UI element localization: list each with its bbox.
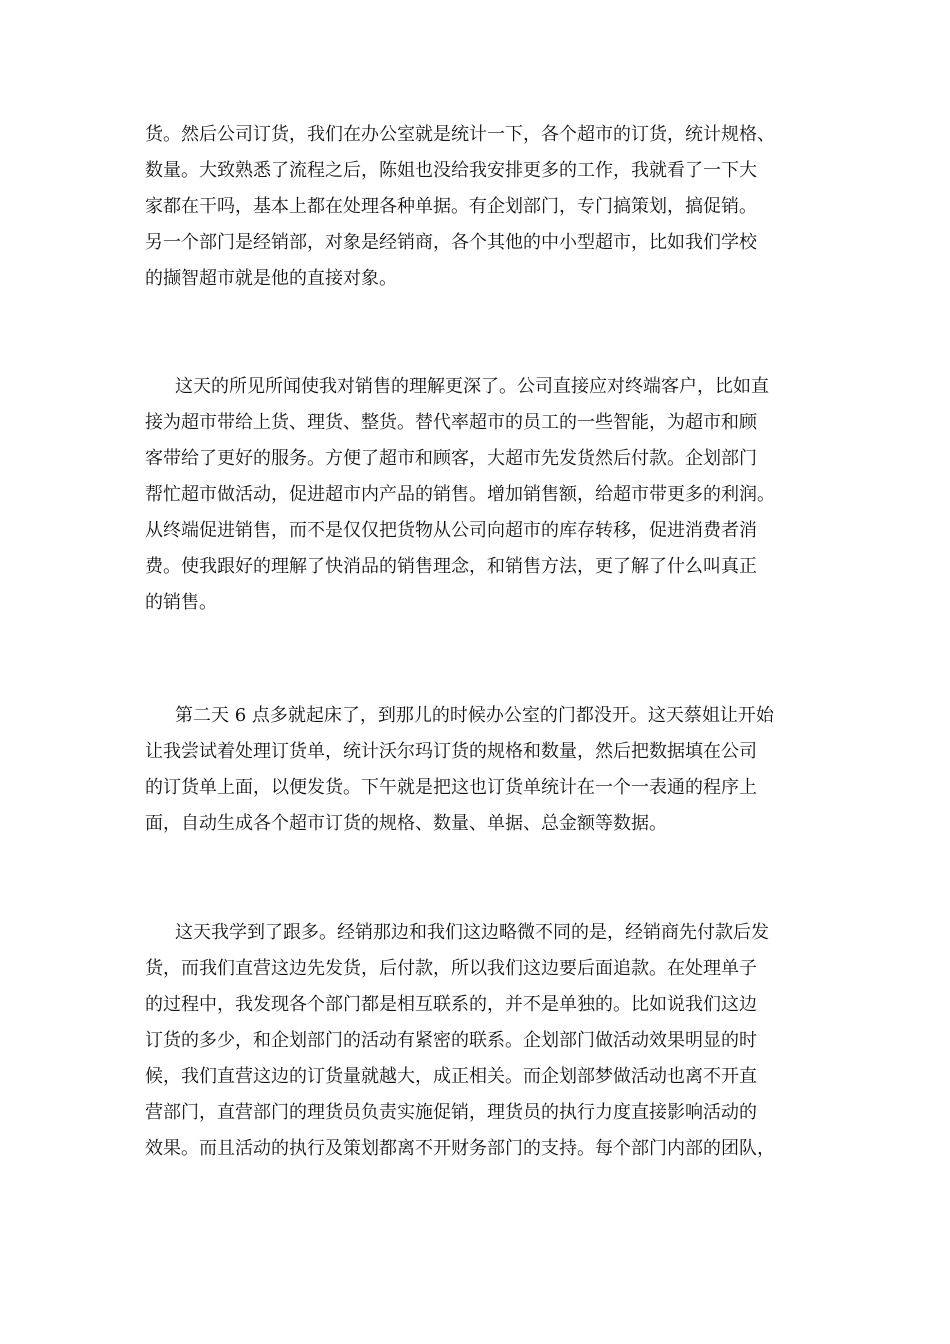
paragraph-line: 的销售。 [145, 592, 217, 613]
paragraph-line: 数量。大致熟悉了流程之后，陈姐也没给我安排更多的工作，我就看了一下大 [145, 160, 757, 181]
paragraph-line: 候，我们直营这边的订货量就越大，成正相关。而企划部梦做活动也离不开直 [145, 1066, 757, 1087]
paragraph-line: 营部门，直营部门的理货员负责实施促销，理货员的执行力度直接影响活动的 [145, 1102, 757, 1123]
paragraph-line: 客带给了更好的服务。方便了超市和顾客，大超市先发货然后付款。企划部门 [145, 448, 757, 469]
paragraph-line: 的订货单上面，以便发货。下午就是把这也订货单统计在一个一表通的程序上 [145, 777, 757, 798]
paragraph-line: 费。使我跟好的理解了快消品的销售理念，和销售方法，更了解了什么叫真正 [145, 556, 757, 577]
paragraph-4 [145, 915, 775, 1167]
paragraph-line: 另一个部门是经销部，对象是经销商，各个其他的中小型超市，比如我们学校 [145, 232, 757, 253]
paragraph-line: 让我尝试着处理订货单，统计沃尔玛订货的规格和数量，然后把数据填在公司 [145, 741, 757, 762]
paragraph-line: 第二天 6 点多就起床了，到那儿的时候办公室的门都没开。这天蔡姐让开始 [175, 705, 774, 726]
paragraph-line: 从终端促进销售，而不是仅仅把货物从公司向超市的库存转移，促进消费者消 [145, 520, 757, 541]
paragraph-line: 效果。而且活动的执行及策划都离不开财务部门的支持。每个部门内部的团队， [145, 1138, 775, 1159]
paragraph-line: 的撷智超市就是他的直接对象。 [145, 268, 397, 289]
paragraph-1 [145, 117, 775, 297]
paragraph-line: 的过程中，我发现各个部门都是相互联系的，并不是单独的。比如说我们这边 [145, 994, 757, 1015]
paragraph-line: 货。然后公司订货，我们在办公室就是统计一下，各个超市的订货，统计规格、 [145, 124, 775, 145]
paragraph-3 [145, 698, 774, 842]
paragraph-line: 面，自动生成各个超市订货的规格、数量、单据、总金额等数据。 [145, 813, 667, 834]
paragraph-line: 家都在干吗，基本上都在处理各种单据。有企划部门，专门搞策划，搞促销。 [145, 196, 757, 217]
paragraph-line: 帮忙超市做活动，促进超市内产品的销售。增加销售额，给超市带更多的利润。 [145, 484, 775, 505]
paragraph-line: 接为超市带给上货、理货、整货。替代率超市的员工的一些智能，为超市和顾 [145, 412, 757, 433]
paragraph-line: 订货的多少，和企划部门的活动有紧密的联系。企划部门做活动效果明显的时 [145, 1030, 757, 1051]
paragraph-line: 货，而我们直营这边先发货，后付款，所以我们这边要后面追款。在处理单子 [145, 958, 757, 979]
paragraph-line: 这天的所见所闻使我对销售的理解更深了。公司直接应对终端客户，比如直 [175, 376, 769, 397]
paragraph-line: 这天我学到了跟多。经销那边和我们这边略微不同的是，经销商先付款后发 [175, 922, 769, 943]
paragraph-2 [145, 369, 775, 621]
